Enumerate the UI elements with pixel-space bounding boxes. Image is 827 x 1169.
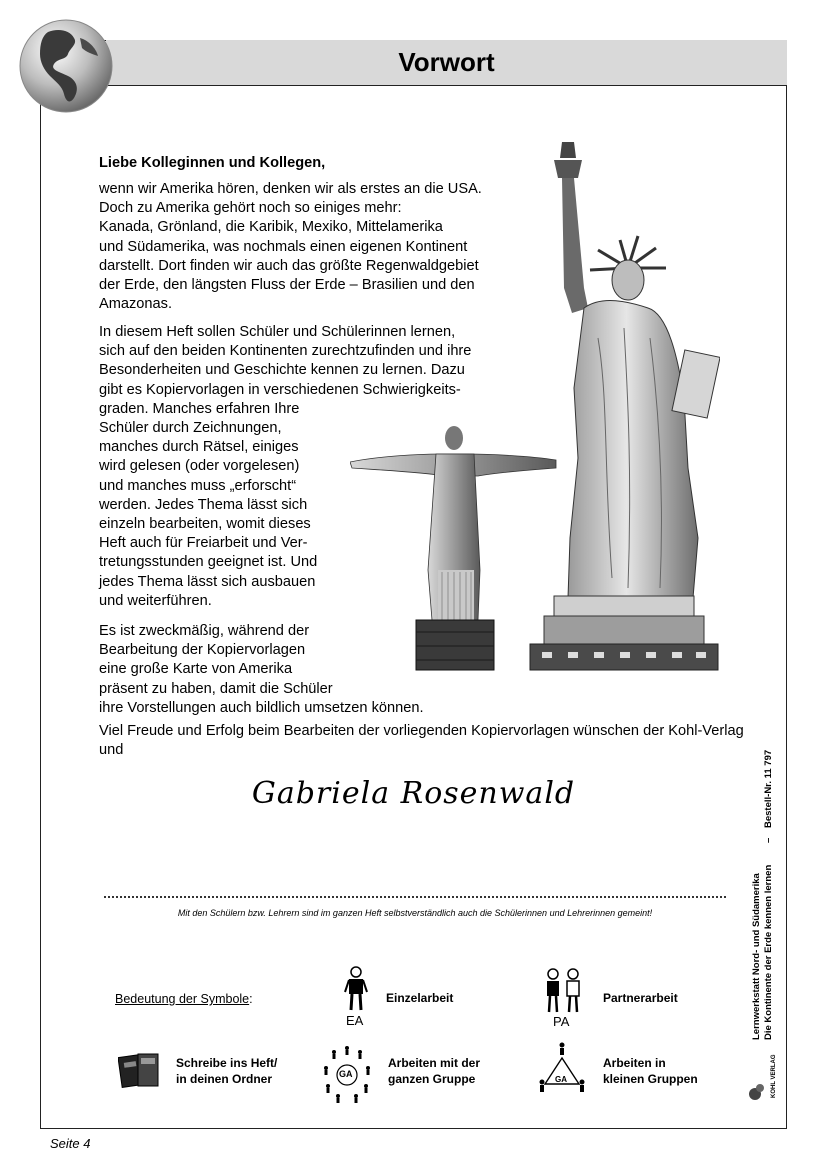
- paragraph-closing: Viel Freude und Erfolg beim Bearbeiten der vorliegenden Kopiervorlagen wünschen der Kohl-Verlag und: [99, 723, 744, 759]
- text-line: In diesem Heft sollen Schüler und Schülerinnen lernen,: [99, 324, 456, 340]
- publisher-logo-icon: [749, 1084, 764, 1100]
- side-dash: –: [763, 837, 774, 843]
- text-line: sich auf den beiden Kontinenten zurechtzufinden und ihre: [99, 343, 472, 360]
- text-line: werden. Jedes Thema lässt sich: [99, 496, 308, 513]
- side-title-line2: Die Kontinente der Erde kennen lernen: [763, 864, 774, 1040]
- side-imprint: [745, 700, 785, 1100]
- text-line: gibt es Kopiervorlagen in verschiedenen Schwierigkeits-: [99, 381, 461, 398]
- text-line: jedes Thema lässt sich ausbauen: [99, 573, 316, 590]
- text-line: eine große Karte von Amerika: [99, 661, 293, 678]
- text-line: der Erde, den längsten Fluss der Erde – Brasilien und den: [99, 277, 475, 294]
- text-line: Schüler durch Zeichnungen,: [99, 420, 282, 437]
- legend-title: Bedeutung der Symbole:: [115, 992, 253, 1006]
- small-group-icon: [537, 1042, 587, 1098]
- text-line: Doch zu Amerika gehört noch so einiges mehr:: [99, 200, 402, 217]
- einzelarbeit-label: Einzelarbeit: [386, 991, 454, 1005]
- partnerarbeit-code: PA: [553, 1014, 570, 1029]
- side-title-line1: Lernwerkstatt Nord- und Südamerika: [751, 873, 762, 1040]
- text-line: Es ist zweckmäßig, während der: [99, 623, 310, 639]
- signature: Gabriela Rosenwald: [251, 776, 576, 811]
- ganze-gruppe-code: GA: [339, 1069, 353, 1079]
- text-line: wenn wir Amerika hören, denken wir als erstes an die USA.: [99, 181, 482, 197]
- order-number: Bestell-Nr. 11 797: [763, 749, 774, 828]
- paragraph-intro: [99, 180, 482, 314]
- gender-note: Mit den Schülern bzw. Lehrern sind im ganzen Heft selbstverständlich auch die Schülerinnen und Lehrerinnen gemeint!: [177, 908, 653, 918]
- ganze-gruppe-label: Arbeiten mit der ganzen Gruppe: [388, 1056, 481, 1086]
- text-line: und manches muss „erforscht“: [99, 477, 297, 494]
- kleine-gruppe-code: GA: [555, 1075, 567, 1084]
- publisher-name: KOHL VERLAG: [771, 1054, 777, 1098]
- dotted-divider: [104, 896, 726, 898]
- statue-of-liberty-illustration: [528, 138, 720, 672]
- text-line: tretungsstunden geeignet ist. Und: [99, 554, 318, 571]
- text-line: ihre Vorstellungen auch bildlich umsetzen können.: [99, 699, 424, 716]
- text-line: darstellt. Dort finden wir auch das größte Regenwaldgebiet: [99, 257, 479, 274]
- page-title: Vorwort: [106, 40, 787, 86]
- two-persons-icon: [543, 968, 583, 1014]
- single-person-icon: [344, 966, 368, 1012]
- globe-icon: [18, 18, 114, 114]
- text-line: manches durch Rätsel, einiges: [99, 439, 299, 456]
- partnerarbeit-label: Partnerarbeit: [603, 991, 678, 1005]
- page-number: Seite 4: [50, 1136, 91, 1151]
- kleine-gruppe-label: Arbeiten in kleinen Gruppen: [603, 1056, 698, 1086]
- text-line: präsent zu haben, damit die Schüler: [99, 680, 333, 697]
- text-line: Bearbeitung der Kopiervorlagen: [99, 642, 306, 659]
- text-line: und Südamerika, was nochmals einen eigenen Kontinent: [99, 238, 468, 255]
- notebook-icon: [118, 1050, 162, 1090]
- text-line: einzeln bearbeiten, womit dieses: [99, 516, 311, 533]
- text-line: Kanada, Grönland, die Karibik, Mexiko, Mittelamerika: [99, 219, 443, 236]
- text-line: und weiterführen.: [99, 592, 212, 609]
- heft-label: Schreibe ins Heft/ in deinen Ordner: [176, 1056, 278, 1086]
- einzelarbeit-code: EA: [346, 1013, 364, 1028]
- text-line: graden. Manches erfahren Ihre: [99, 400, 300, 417]
- text-line: wird gelesen (oder vorgelesen): [99, 458, 300, 475]
- text-line: Heft auch für Freiarbeit und Ver-: [99, 535, 308, 552]
- text-line: Amazonas.: [99, 296, 173, 313]
- salutation: Liebe Kolleginnen und Kollegen,: [99, 155, 326, 171]
- text-line: Besonderheiten und Geschichte kennen zu lernen. Dazu: [99, 362, 465, 379]
